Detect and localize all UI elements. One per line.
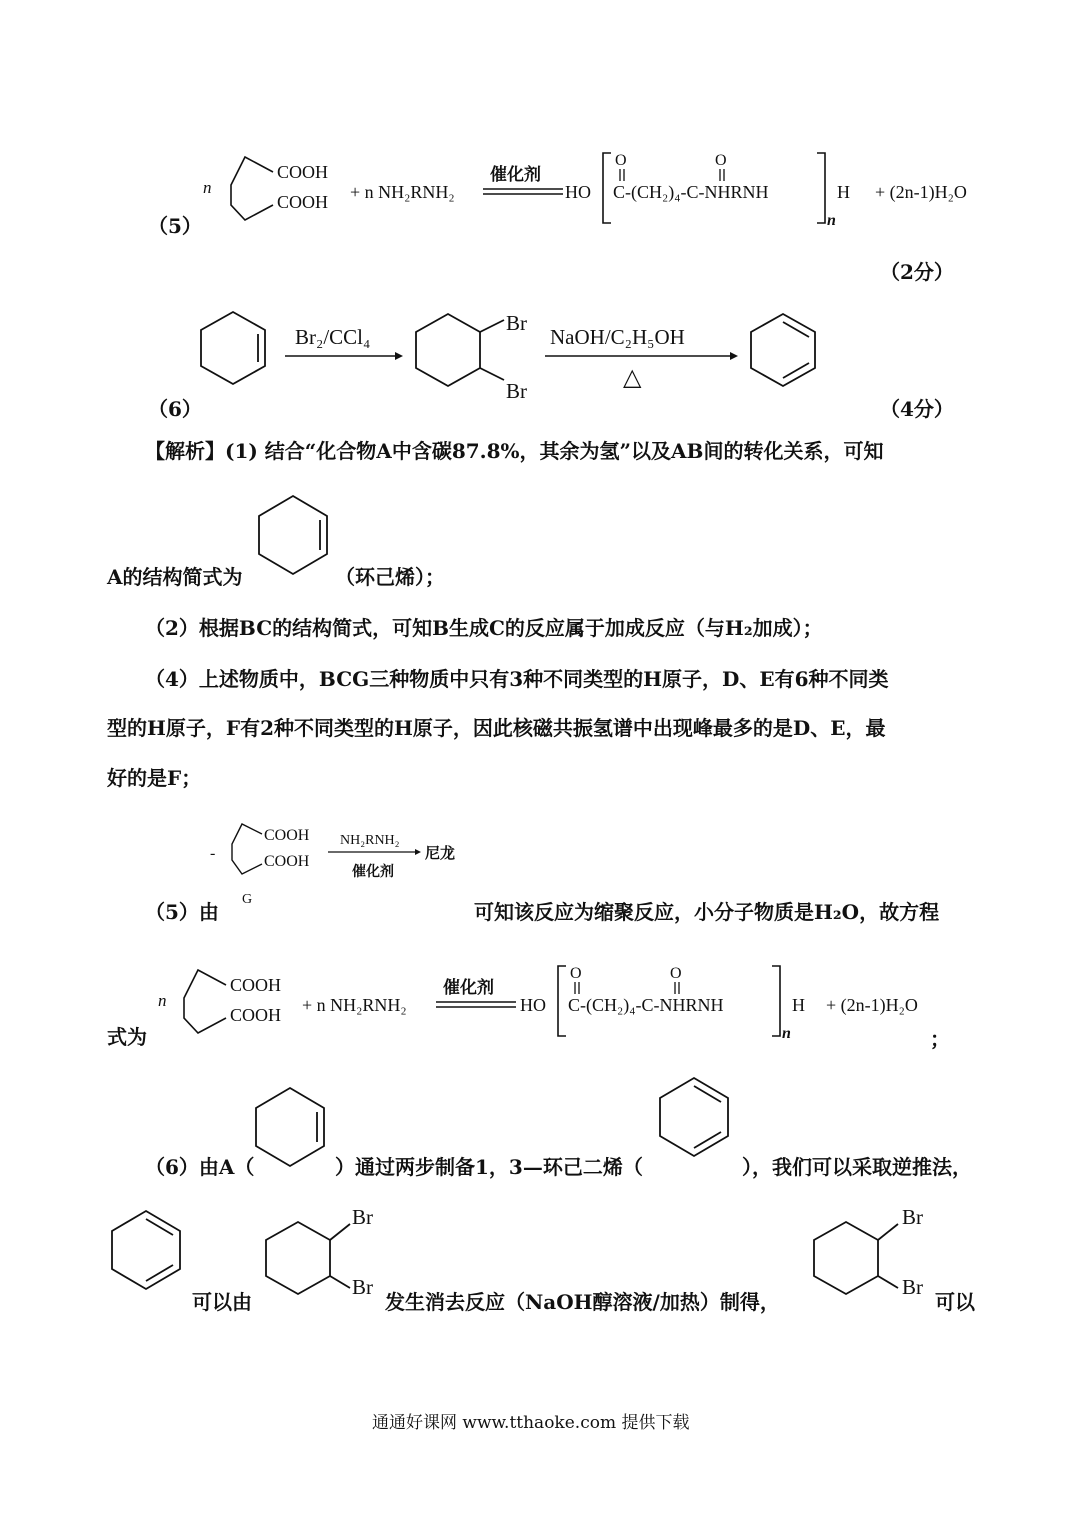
svg-text:+ n NH₂RNH₂: + n NH₂RNH₂: [302, 995, 407, 1015]
repeat-unit: C-(CH₂)₄-C-NHRNH: [613, 182, 769, 202]
svg-text:Br: Br: [352, 1205, 373, 1229]
analysis-p6b-mid2: 发生消去反应（NaOH醇溶液/加热）制得，: [385, 1290, 780, 1314]
analysis-p5b-prefix: 式为: [107, 1025, 147, 1049]
step1-reagent: Br₂/CCl₄: [295, 325, 371, 349]
part5-reaction-scheme: [195, 145, 995, 235]
ho-end: HO: [565, 182, 591, 202]
g-label: G: [242, 892, 253, 907]
part5-reaction-scheme-repeat: [150, 958, 950, 1048]
analysis-p6-prefix: （6）由A（: [145, 1155, 255, 1179]
analysis-p6b-end: 可以: [935, 1290, 975, 1314]
br-label-1: Br: [506, 311, 527, 335]
cooh-bottom: COOH: [277, 192, 329, 212]
analysis-p5-prefix: （5）由: [145, 900, 219, 924]
diamine-reagent: + n NH₂RNH₂: [350, 182, 455, 202]
small-cooh-top: COOH: [264, 827, 310, 844]
svg-text:H: H: [792, 995, 805, 1015]
svg-text:n: n: [782, 1025, 791, 1042]
part6-reaction-scheme: [190, 300, 830, 420]
water-product: + (2n-1)H₂O: [875, 182, 967, 202]
analysis-p1b-prefix: A的结构简式为: [107, 565, 243, 589]
svg-text:COOH: COOH: [230, 975, 282, 995]
svg-text:Br: Br: [902, 1275, 923, 1299]
cyclohexadiene-ring: [751, 314, 815, 386]
analysis-p6-mid: ）通过两步制备1，3—环己二烯（: [335, 1155, 643, 1179]
left-bracket: [603, 153, 611, 223]
part6-score: （4分）: [880, 397, 954, 421]
analysis-p4-line3: 好的是F；: [107, 766, 202, 790]
analysis-p1: 【解析】(1) 结合“化合物A中含碳87.8%，其余为氢”以及AB间的转化关系，可知: [145, 439, 884, 463]
analysis-p1b-suffix: （环己烯）；: [335, 565, 445, 589]
svg-text:n: n: [158, 991, 167, 1010]
svg-text:O: O: [570, 965, 582, 982]
part5-label: （5）: [148, 214, 202, 238]
svg-text:O: O: [670, 965, 682, 982]
catalyst-label: 催化剂: [490, 165, 541, 184]
analysis-p6b-mid1: 可以由: [192, 1290, 252, 1314]
cyclohexene-inline-1: [255, 488, 335, 578]
svg-text:Br: Br: [902, 1205, 923, 1229]
small-reaction-scheme: [210, 818, 510, 908]
cyclohexadiene-inline-1: [656, 1072, 736, 1162]
analysis-p4-line1: （4）上述物质中，BCG三种物质中只有3种不同类型的H原子，D、E有6种不同类: [145, 667, 889, 691]
small-product: 尼龙: [425, 846, 456, 862]
end-h: H: [837, 182, 850, 202]
part6-label: （6）: [148, 397, 202, 421]
step2-reagent: NaOH/C₂H₅OH: [550, 325, 685, 349]
cyclohexene-ring: [201, 312, 265, 384]
svg-text:-: -: [210, 845, 216, 862]
svg-text:Br: Br: [352, 1275, 373, 1299]
dibromocyclohexane-ring: [416, 314, 480, 386]
n-coefficient: n: [203, 178, 212, 197]
ring-fragment: [231, 157, 273, 220]
right-bracket: [817, 153, 825, 223]
cyclohexene-inline-2: [252, 1082, 332, 1172]
analysis-p6-suffix: ），我们可以采取逆推法，: [742, 1155, 972, 1179]
analysis-p4-line2: 型的H原子，F有2种不同类型的H原子，因此核磁共振氢谱中出现峰最多的是D、E，最: [107, 716, 886, 740]
dibromocyclohexane-inline-2: [810, 1200, 940, 1310]
part5-score: （2分）: [880, 260, 954, 284]
analysis-p2: （2）根据BC的结构简式，可知B生成C的反应属于加成反应（与H₂加成）；: [145, 616, 823, 640]
cyclohexadiene-inline-2: [108, 1205, 188, 1295]
carbonyl-o-2: O: [715, 152, 727, 169]
heat-symbol: △: [623, 365, 642, 391]
cooh-top: COOH: [277, 162, 329, 182]
svg-text:催化剂: 催化剂: [443, 978, 494, 997]
svg-text:C-(CH₂)₄-C-NHRNH: C-(CH₂)₄-C-NHRNH: [568, 995, 724, 1015]
svg-text:HO: HO: [520, 995, 546, 1015]
br-label-2: Br: [506, 379, 527, 403]
carbonyl-o-1: O: [615, 152, 627, 169]
svg-text:COOH: COOH: [230, 1005, 282, 1025]
svg-text:+ (2n-1)H₂O: + (2n-1)H₂O: [826, 995, 918, 1015]
analysis-p5-suffix: 可知该反应为缩聚反应，小分子物质是H₂O，故方程: [474, 900, 940, 924]
analysis-p5b-semicolon: ；: [930, 1027, 950, 1051]
small-cooh-bottom: COOH: [264, 853, 310, 870]
subscript-n: n: [827, 212, 836, 229]
dibromocyclohexane-inline-1: [262, 1200, 392, 1310]
page-footer: 通通好课网 www.tthaoke.com 提供下载: [372, 1413, 690, 1433]
small-catalyst: 催化剂: [352, 865, 394, 880]
small-reagent: NH₂RNH₂: [340, 833, 400, 848]
